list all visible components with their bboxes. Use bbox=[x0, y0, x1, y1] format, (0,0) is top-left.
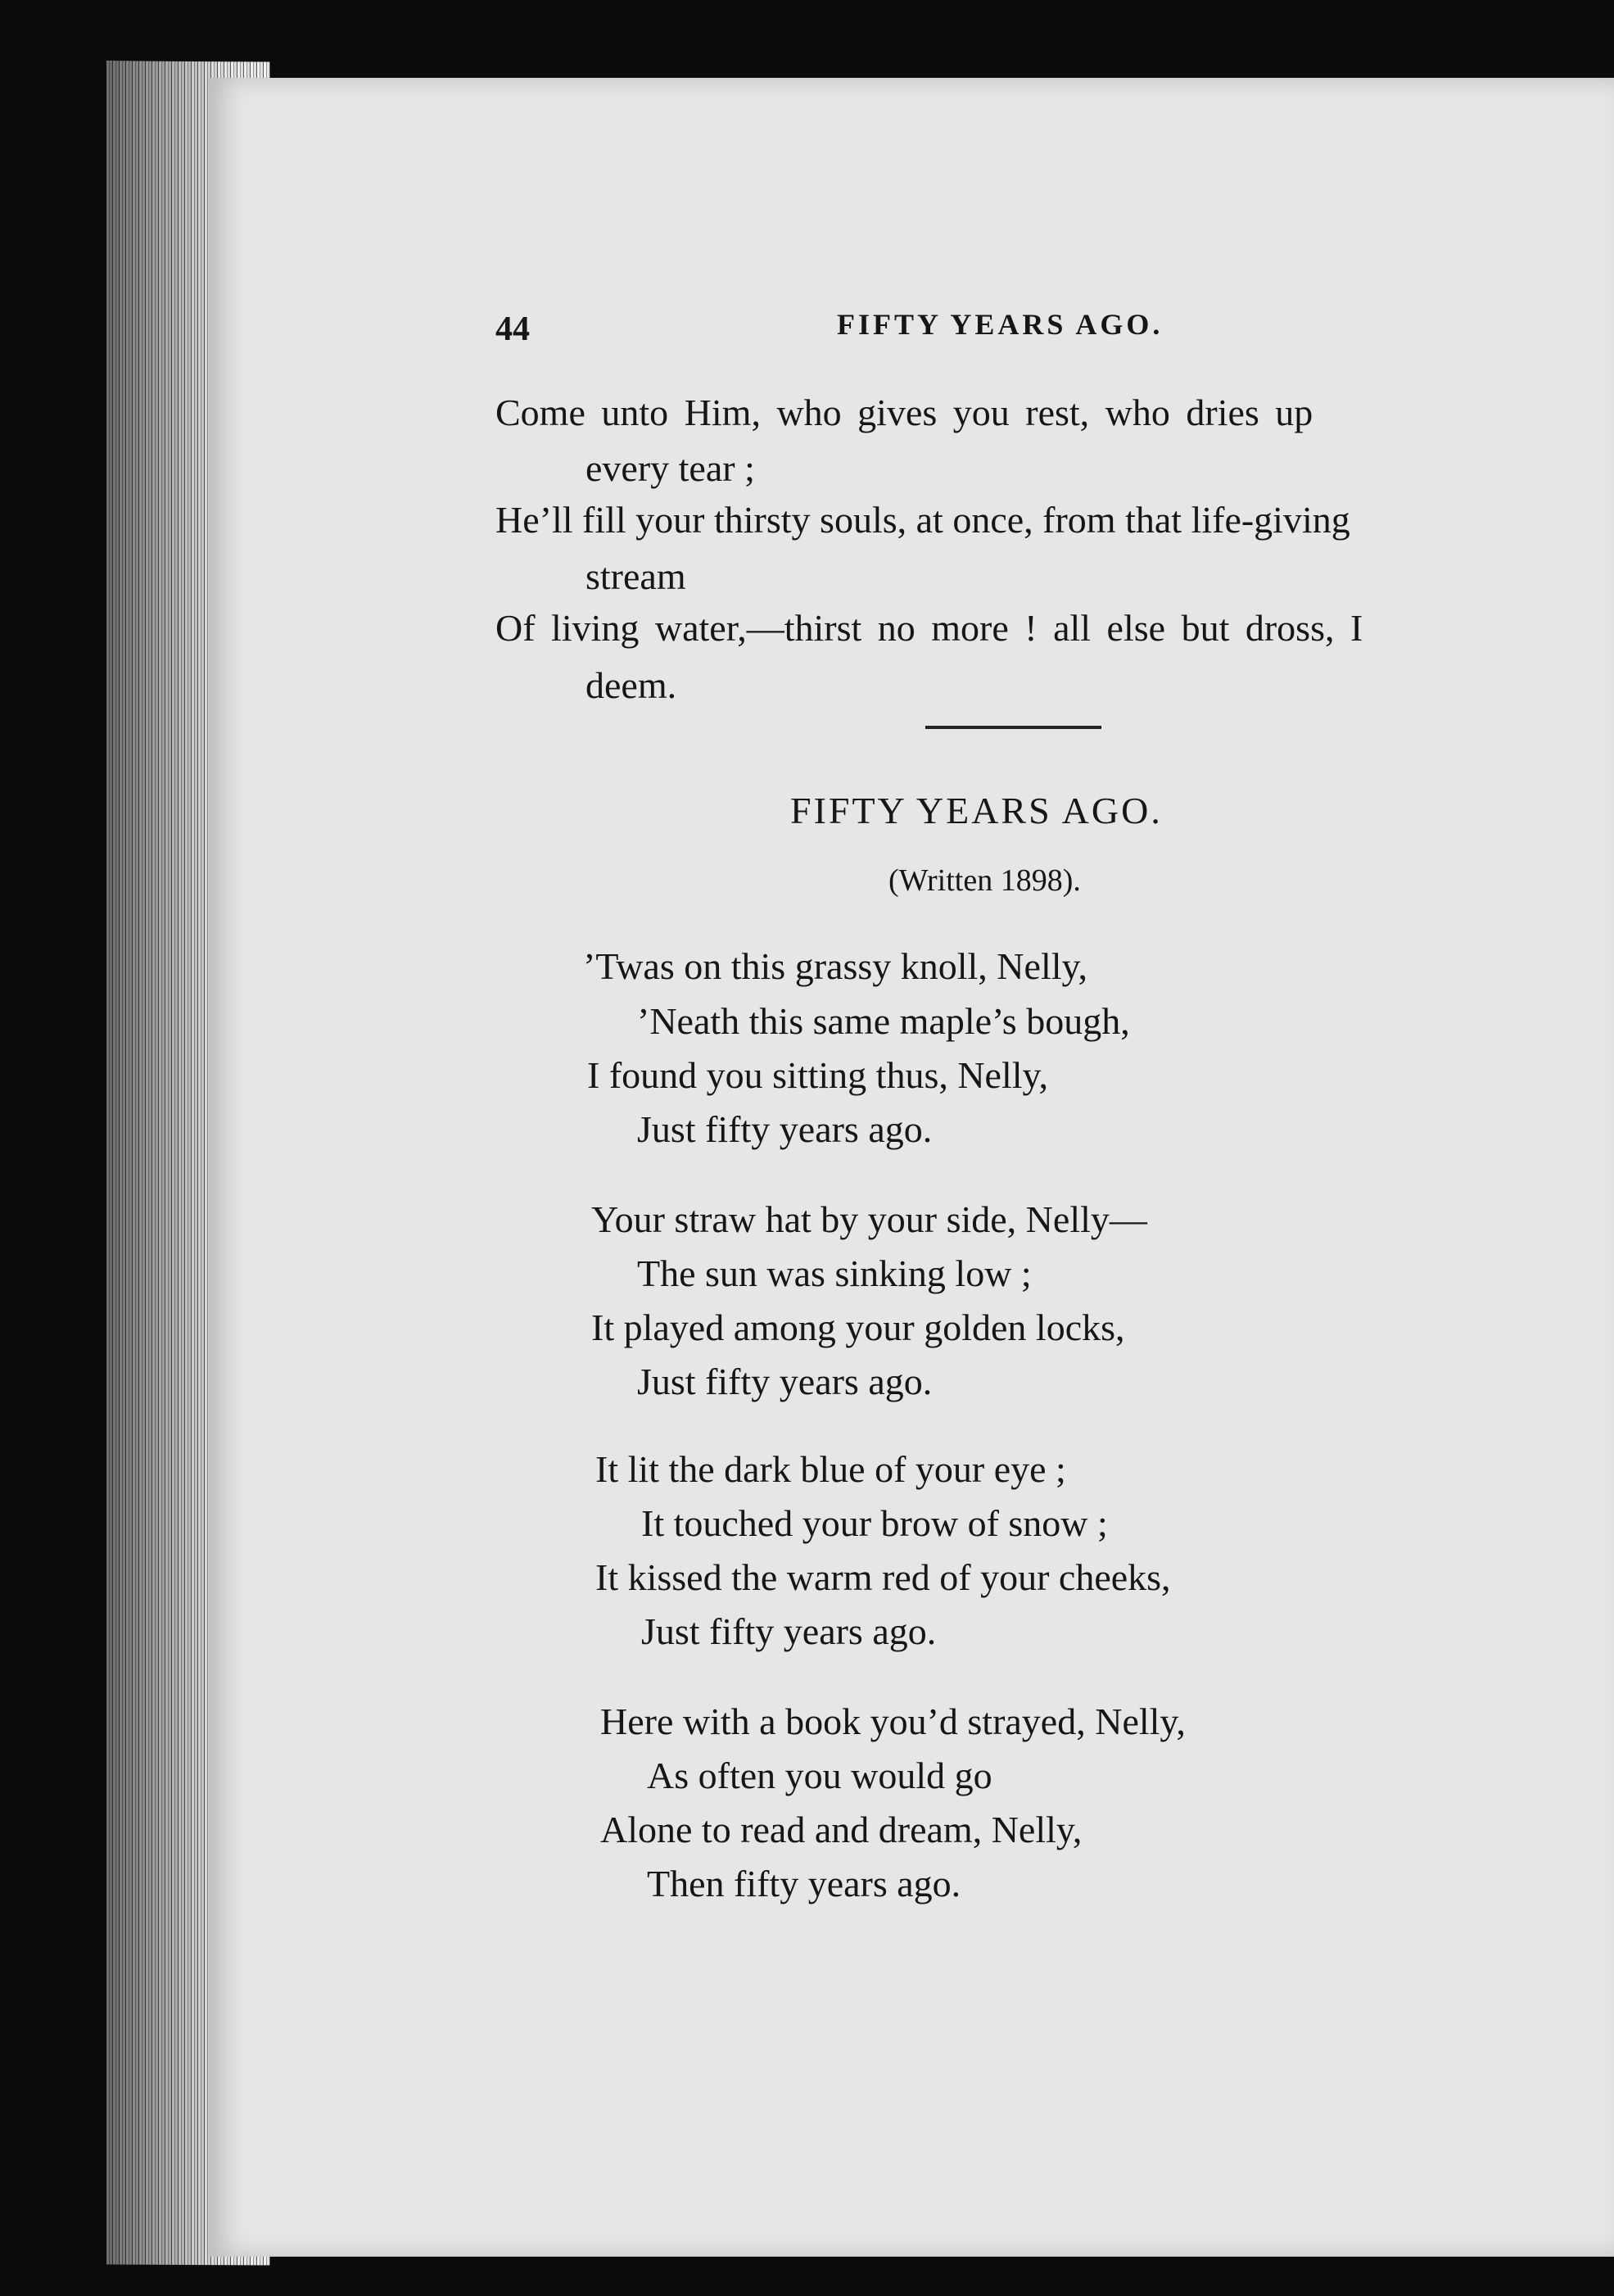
running-title: FIFTY YEARS AGO. bbox=[837, 308, 1164, 341]
prose-line-6: deem. bbox=[585, 664, 677, 706]
poem-subtitle: (Written 1898). bbox=[888, 863, 1081, 898]
prose-line-3: He’ll fill your thirsty souls, at once, from that life-giving bbox=[495, 499, 1350, 541]
stanza-4-line-4: Then fifty years ago. bbox=[647, 1863, 961, 1904]
stanza-3-line-4: Just fifty years ago. bbox=[641, 1610, 937, 1652]
stanza-4-line-2: As often you would go bbox=[647, 1755, 992, 1796]
stanza-2-line-2: The sun was sinking low ; bbox=[637, 1252, 1032, 1294]
stanza-2-line-4: Just fifty years ago. bbox=[637, 1361, 933, 1402]
page-number: 44 bbox=[495, 310, 530, 348]
stanza-3-line-2: It touched your brow of snow ; bbox=[641, 1502, 1108, 1544]
stanza-1-line-3: I found you sitting thus, Nelly, bbox=[587, 1054, 1049, 1096]
stanza-4-line-3: Alone to read and dream, Nelly, bbox=[600, 1809, 1083, 1850]
stanza-1-line-2: ’Neath this same maple’s bough, bbox=[637, 1000, 1130, 1042]
stanza-1-line-4: Just fifty years ago. bbox=[637, 1108, 933, 1150]
stanza-4-line-1: Here with a book you’d strayed, Nelly, bbox=[600, 1700, 1186, 1742]
prose-line-4: stream bbox=[585, 555, 686, 597]
poem-title: FIFTY YEARS AGO. bbox=[790, 790, 1163, 831]
prose-line-5: Of living water,—thirst no more ! all else but dross, I bbox=[495, 607, 1363, 649]
stanza-3-line-1: It lit the dark blue of your eye ; bbox=[595, 1448, 1066, 1490]
section-divider bbox=[925, 726, 1101, 729]
prose-line-1: Come unto Him, who gives you rest, who dries up bbox=[495, 392, 1313, 433]
stanza-2-line-3: It played among your golden locks, bbox=[591, 1307, 1125, 1348]
stanza-3-line-3: It kissed the warm red of your cheeks, bbox=[595, 1556, 1171, 1598]
stanza-2-line-1: Your straw hat by your side, Nelly— bbox=[591, 1198, 1147, 1240]
prose-line-2: every tear ; bbox=[585, 447, 755, 489]
stanza-1-line-1: ’Twas on this grassy knoll, Nelly, bbox=[583, 945, 1088, 987]
